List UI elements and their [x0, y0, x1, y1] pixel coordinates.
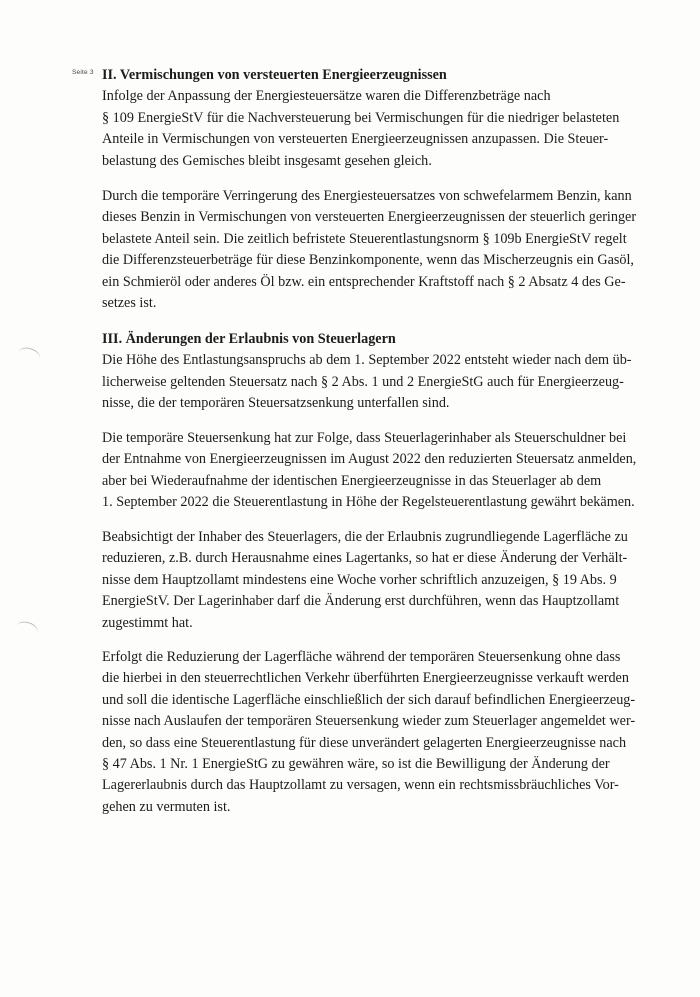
section-2-heading: II. Vermischungen von versteuerten Energieerzeugnissen — [102, 67, 447, 83]
text-line: die Differenzsteuerbeträge für diese Benzinkomponente, wenn das Mischerzeugnis ein Gasöl, — [102, 252, 634, 269]
text-line: ein Schmieröl oder anderes Öl bzw. ein entsprechender Kraftstoff nach § 2 Absatz 4 des Ge- — [102, 273, 626, 290]
text-line: Erfolgt die Reduzierung der Lagerfläche während der temporären Steuersenkung ohne dass — [102, 649, 621, 665]
section-3-paragraph-4 — [102, 647, 636, 818]
text-line: § 109 EnergieStV für die Nachversteuerung bei Vermischungen für die niedriger belasteten — [102, 109, 620, 126]
page-marker: Seite 3 — [72, 69, 94, 76]
text-line: zugestimmt hat. — [102, 614, 193, 631]
text-line: 1. September 2022 die Steuerentlastung in Höhe der Regelsteuerentlastung gewährt bekämen. — [102, 494, 635, 511]
text-line: setzes ist. — [102, 295, 157, 312]
text-line: Anteile in Vermischungen von versteuerten Energieerzeugnissen anzupassen. Die Steuer- — [102, 131, 609, 148]
text-line: nisse dem Hauptzollamt mindestens eine Woche vorher schriftlich anzuzeigen, § 19 Abs. 9 — [102, 571, 617, 588]
text-line: belastung des Gemisches bleibt insgesamt gesehen gleich. — [102, 152, 432, 169]
text-line: Die temporäre Steuersenkung hat zur Folge, dass Steuerlagerinhaber als Steuerschuldner bei — [102, 430, 627, 446]
text-line: gehen zu vermuten ist. — [102, 798, 231, 815]
text-line: aber bei Wiederaufnahme der identischen Energieerzeugnisse in das Steuerlager ab dem — [102, 472, 602, 489]
section-3 — [102, 329, 632, 415]
text-line: nisse nach Auslaufen der temporären Steuersenkung wieder zum Steuerlager angemeldet wer- — [102, 713, 636, 730]
text-line: Lagererlaubnis durch das Hauptzollamt zu versagen, wenn ein rechtsmissbräuchliches Vor- — [102, 777, 619, 794]
text-line: licherweise geltenden Steuersatz nach § 2 Abs. 1 und 2 EnergieStG auch für Energieerzeug- — [102, 373, 624, 390]
text-line: der Entnahme von Energieerzeugnissen im August 2022 den reduzierten Steuersatz anmelden, — [102, 451, 637, 468]
section-3-heading: III. Änderungen der Erlaubnis von Steuerlagern — [102, 331, 396, 347]
text-line: und soll die identische Lagerfläche einschließlich der sich darauf befindlichen Energieerzeug- — [102, 691, 636, 708]
section-2 — [102, 65, 632, 172]
text-line: § 47 Abs. 1 Nr. 1 EnergieStG zu gewähren wäre, so ist die Bewilligung der Änderung der — [102, 756, 610, 773]
text-line: den, so dass eine Steuerentlastung für diese unverändert gelagerten Energieerzeugnisse nach — [102, 734, 627, 751]
section-2-paragraph-2 — [102, 186, 637, 314]
text-line: Die Höhe des Entlastungsanspruchs ab dem 1. September 2022 entsteht wieder nach dem üb- — [102, 352, 632, 369]
text-line: dieses Benzin in Vermischungen von versteuerten Energieerzeugnissen der steuerlich geringer — [102, 209, 637, 226]
text-line: belastete Anteil sein. Die zeitlich befristete Steuerentlastungsnorm § 109b EnergieStV regelt — [102, 230, 627, 247]
section-3-paragraph-2 — [102, 428, 637, 514]
text-line: Durch die temporäre Verringerung des Energiesteuersatzes von schwefelarmem Benzin, kann — [102, 188, 632, 204]
text-line: die hierbei in den steuerrechtlichen Verkehr überführten Energieerzeugnisse verkauft werden — [102, 670, 629, 687]
text-line: Infolge der Anpassung der Energiesteuersätze waren die Differenzbeträge nach — [102, 88, 551, 105]
text-line: Beabsichtigt der Inhaber des Steuerlagers, die der Erlaubnis zugrundliegende Lagerfläche zu — [102, 529, 628, 545]
section-3-paragraph-3 — [102, 527, 632, 634]
text-line: reduzieren, z.B. durch Herausnahme eines Lagertanks, so hat er diese Änderung der Verhält- — [102, 550, 628, 567]
punch-hole-mark — [16, 345, 42, 366]
punch-hole-mark — [14, 619, 40, 640]
text-line: nisse, die der temporären Steuersatzsenkung unterfallen sind. — [102, 395, 450, 412]
text-line: EnergieStV. Der Lagerinhaber darf die Änderung erst durchführen, wenn das Hauptzollamt — [102, 593, 620, 610]
